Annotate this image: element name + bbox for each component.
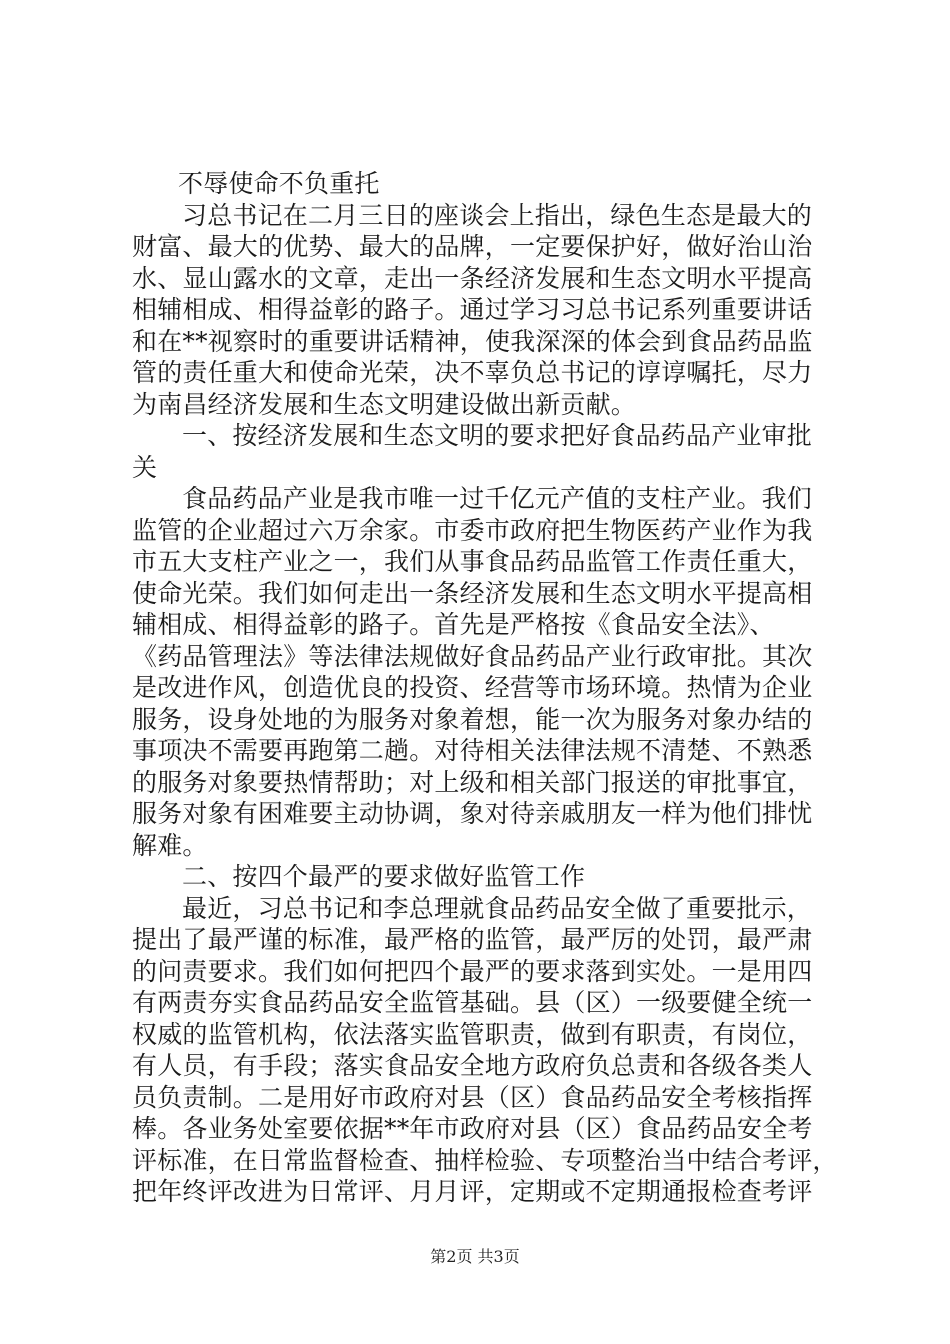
section-heading-1: 一、按经济发展和生态文明的要求把好食品药品产业审批 [182, 421, 813, 450]
paragraph-line: 的问责要求。我们如何把四个最严的要求落到实处。一是用四 [132, 956, 813, 986]
page-footer [0, 1247, 950, 1267]
paragraph-line: 使命光荣。我们如何走出一条经济发展和生态文明水平提高相 [132, 578, 813, 608]
paragraph-line: 《药品管理法》等法律法规做好食品药品产业行政审批。其次 [132, 641, 813, 671]
paragraph-line: 有人员，有手段；落实食品安全地方政府负总责和各级各类人 [132, 1051, 813, 1080]
paragraph-line: 员负责制。二是用好市政府对县（区）食品药品安全考核指挥 [132, 1082, 813, 1112]
paragraph-line: 辅相成、相得益彰的路子。首先是严格按《食品安全法》、 [132, 610, 775, 639]
paragraph-line: 棒。各业务处室要依据**年市政府对县（区）食品药品安全考 [132, 1114, 813, 1143]
paragraph-line: 是改进作风，创造优良的投资、经营等市场环境。热情为企业 [132, 673, 813, 702]
paragraph-line: 事项决不需要再跑第二趟。对待相关法律法规不清楚、不熟悉 [132, 736, 813, 765]
paragraph-line: 财富、最大的优势、最大的品牌，一定要保护好，做好治山治 [132, 232, 813, 261]
paragraph-line: 权威的监管机构，依法落实监管职责，做到有职责，有岗位， [132, 1019, 813, 1049]
page-number: 第2页 共3页 [430, 1247, 520, 1266]
paragraph-line: 监管的企业超过六万余家。市委市政府把生物医药产业作为我 [132, 515, 813, 545]
paragraph-line: 提出了最严谨的标准，最严格的监管，最严厉的处罚，最严肃 [132, 925, 813, 954]
paragraph-line: 为南昌经济发展和生态文明建设做出新贡献。 [132, 389, 637, 419]
paragraph-line: 水、显山露水的文章，走出一条经济发展和生态文明水平提高 [132, 263, 813, 293]
document-title: 不辱使命不负重托 [178, 169, 380, 198]
document-body [132, 168, 838, 1208]
paragraph-line: 市五大支柱产业之一，我们从事食品药品监管工作责任重大， [132, 547, 813, 576]
section-heading-2: 二、按四个最严的要求做好监管工作 [182, 862, 586, 891]
paragraph-line: 管的责任重大和使命光荣，决不辜负总书记的谆谆嘱托，尽力 [132, 358, 813, 387]
paragraph-line: 习总书记在二月三日的座谈会上指出，绿色生态是最大的 [182, 200, 813, 230]
paragraph-line: 的服务对象要热情帮助；对上级和相关部门报送的审批事宜， [132, 767, 813, 797]
paragraph-line: 相辅相成、相得益彰的路子。通过学习习总书记系列重要讲话 [132, 295, 813, 324]
section-heading-1-cont: 关 [132, 452, 158, 482]
paragraph-line: 评标准，在日常监督检查、抽样检验、专项整治当中结合考评， [132, 1145, 838, 1175]
paragraph-line: 服务对象有困难要主动协调，象对待亲戚朋友一样为他们排忧 [132, 799, 813, 828]
paragraph-line: 服务，设身处地的为服务对象着想，能一次为服务对象办结的 [132, 704, 813, 734]
paragraph-line: 食品药品产业是我市唯一过千亿元产值的支柱产业。我们 [182, 484, 813, 513]
paragraph-line: 解难。 [132, 830, 208, 860]
paragraph-line: 有两责夯实食品药品安全监管基础。县（区）一级要健全统一 [132, 988, 813, 1017]
paragraph-line: 把年终评改进为日常评、月月评，定期或不定期通报检查考评 [132, 1177, 813, 1206]
paragraph-line: 和在**视察时的重要讲话精神，使我深深的体会到食品药品监 [132, 326, 813, 356]
paragraph-line: 最近，习总书记和李总理就食品药品安全做了重要批示， [182, 893, 813, 923]
